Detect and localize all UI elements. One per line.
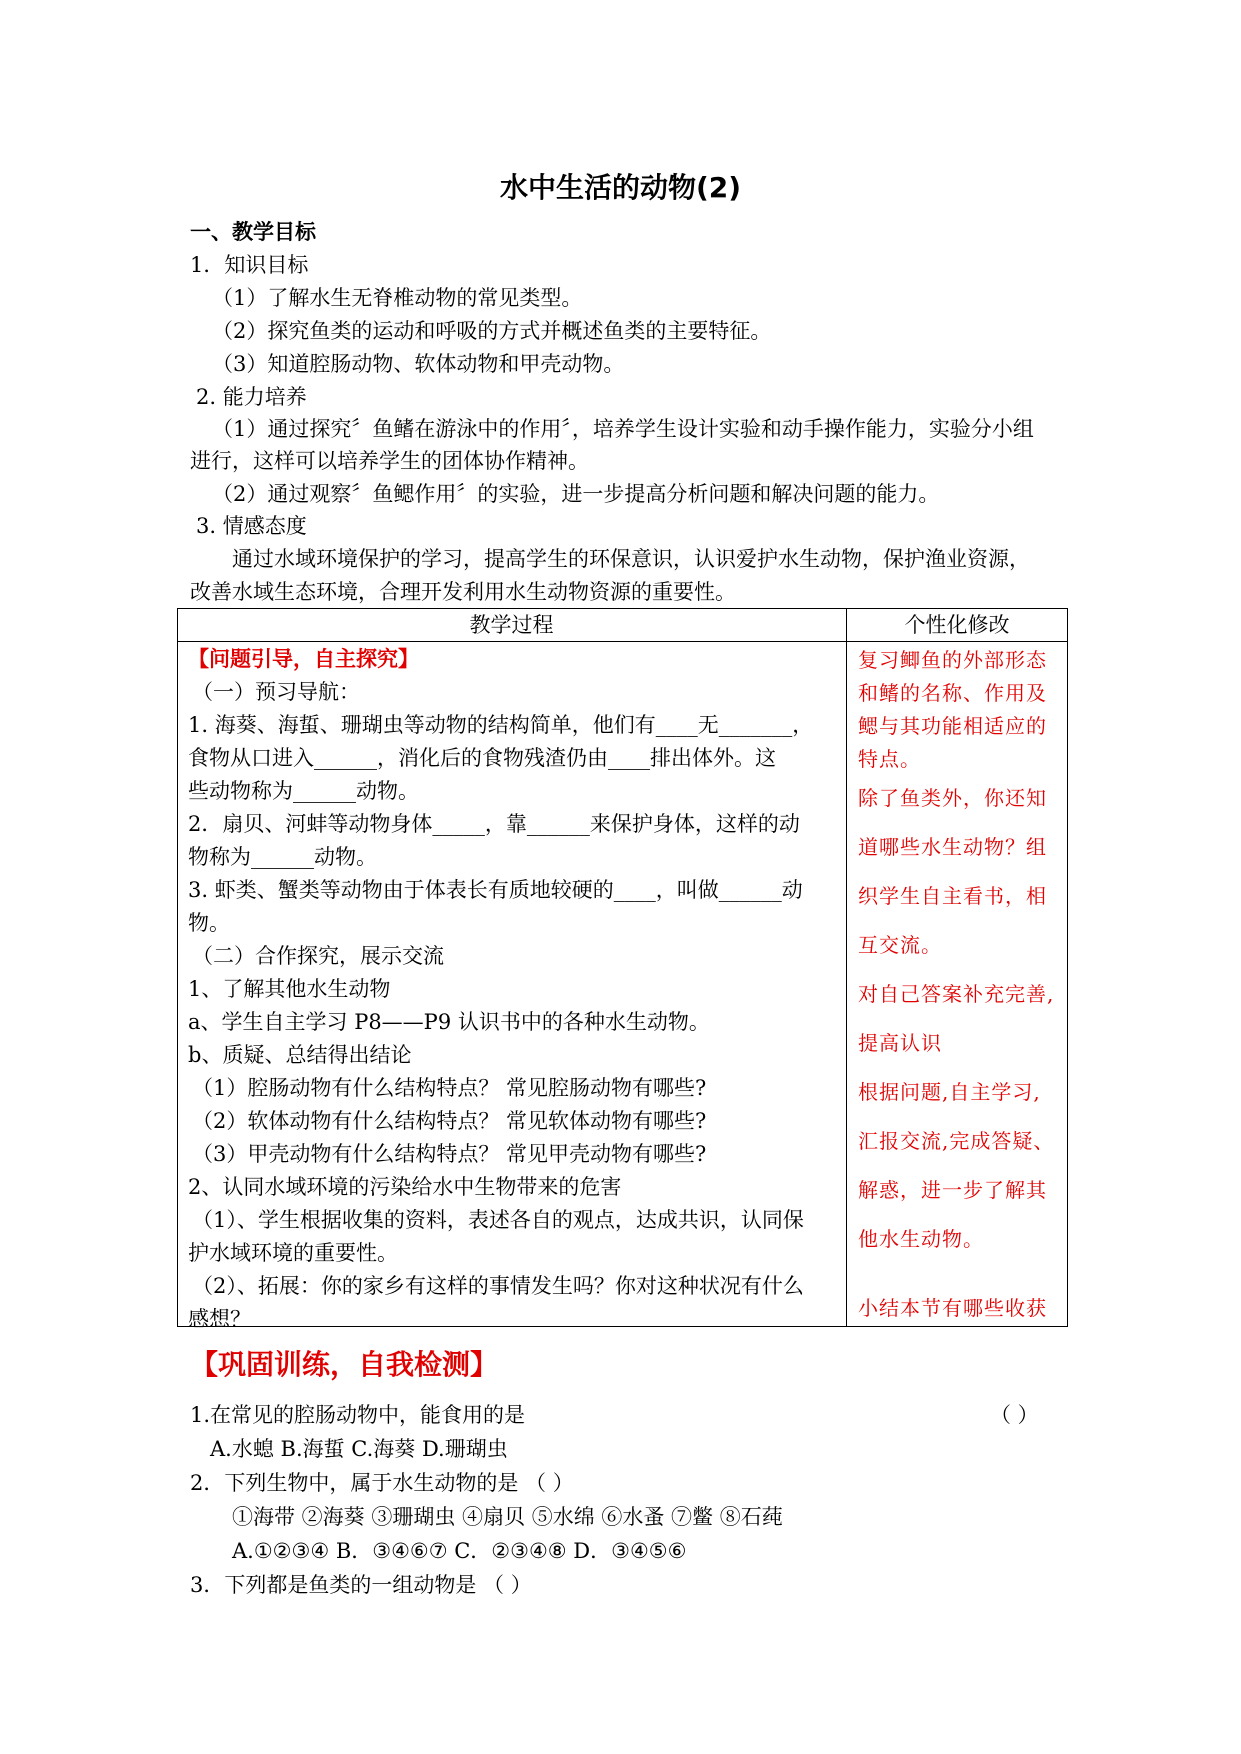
question-1-options: A.水螅 B.海蜇 C.海葵 D.珊瑚虫 — [210, 1437, 508, 1461]
page-title: 水中生活的动物(2) — [499, 171, 742, 204]
side-note: 根据问题,自主学习, — [858, 1080, 1041, 1104]
question-2-options: A.①②③④ B．③④⑥⑦ C．②③④⑧ D．③④⑤⑥ — [232, 1539, 687, 1563]
table-line: （二）合作探究，展示交流 — [192, 944, 444, 968]
table-line: b、质疑、总结得出结论 — [188, 1043, 412, 1067]
table-line: 护水域环境的重要性。 — [188, 1241, 398, 1265]
table-line: 1、了解其他水生动物 — [188, 977, 391, 1001]
col-header-process: 教学过程 — [469, 613, 554, 637]
table-line: （1）、学生根据收集的资料，表述各自的观点，达成共识，认同保 — [192, 1208, 804, 1232]
section-heading: 【问题引导，自主探究】 — [188, 647, 419, 671]
side-note: 他水生动物。 — [858, 1227, 984, 1251]
side-note: 互交流。 — [858, 933, 942, 957]
table-line: （2）软体动物有什么结构特点？ 常见软体动物有哪些? — [192, 1109, 707, 1133]
emotion-label: 3. 情感态度 — [196, 514, 307, 538]
knowledge-item: （3）知道腔肠动物、软体动物和甲壳动物。 — [212, 352, 625, 376]
emotion-line: 通过水域环境保护的学习，提高学生的环保意识，认识爱护水生动物，保护渔业资源， — [232, 547, 1030, 571]
goals-heading: 一、教学目标 — [190, 220, 316, 244]
question-1-bracket: （ ） — [990, 1403, 1039, 1427]
knowledge-label: 1．知识目标 — [190, 253, 309, 277]
question-2-items: ①海带 ②海葵 ③珊瑚虫 ④扇贝 ⑤水绵 ⑥水蚤 ⑦鳖 ⑧石莼 — [232, 1505, 783, 1529]
table-column-divider — [846, 608, 847, 1327]
side-note: 特点。 — [858, 747, 921, 771]
ability-line: （2）通过观察〞鱼鳃作用〞的实验，进一步提高分析问题和解决问题的能力。 — [212, 482, 940, 506]
side-note: 鳃与其功能相适应的 — [858, 714, 1047, 738]
side-note: 复习鲫鱼的外部形态 — [858, 648, 1047, 672]
ability-line: 进行，这样可以培养学生的团体协作精神。 — [190, 449, 589, 473]
table-header-divider — [177, 641, 1068, 642]
side-note: 和鳍的名称、作用及 — [858, 681, 1047, 705]
side-note: 小结本节有哪些收获 — [858, 1296, 1047, 1320]
table-line: 1. 海葵、海蜇、珊瑚虫等动物的结构简单，他们有____无_______， — [188, 713, 814, 737]
side-note: 道哪些水生动物？组 — [858, 835, 1047, 859]
question-3: 3．下列都是鱼类的一组动物是 （ ） — [190, 1573, 532, 1597]
question-2: 2．下列生物中，属于水生动物的是 （ ） — [190, 1471, 574, 1495]
table-line: 2、认同水域环境的污染给水中生物带来的危害 — [188, 1175, 622, 1199]
side-note: 织学生自主看书，相 — [858, 884, 1047, 908]
knowledge-item: （2）探究鱼类的运动和呼吸的方式并概述鱼类的主要特征。 — [212, 319, 772, 343]
ability-line: （1）通过探究〞鱼鳍在游泳中的作用〞，培养学生设计实验和动手操作能力，实验分小组 — [212, 417, 1034, 441]
side-note: 除了鱼类外，你还知 — [858, 786, 1047, 810]
knowledge-item: （1）了解水生无脊椎动物的常见类型。 — [212, 286, 583, 310]
table-line: 3. 虾类、蟹类等动物由于体表长有质地较硬的____，叫做______动 — [188, 878, 803, 902]
side-note: 汇报交流,完成答疑、 — [858, 1129, 1055, 1153]
table-line: a、学生自主学习 P8——P9 认识书中的各种水生动物。 — [188, 1010, 710, 1034]
table-line: 食物从口进入______，消化后的食物残渣仍由____排出体外。这 — [188, 746, 776, 770]
table-line: （1）腔肠动物有什么结构特点？ 常见腔肠动物有哪些? — [192, 1076, 707, 1100]
table-line: 物称为______动物。 — [188, 845, 377, 869]
side-note: 对自己答案补充完善, — [858, 982, 1055, 1006]
table-line: 些动物称为______动物。 — [188, 779, 419, 803]
table-line: （2）、拓展：你的家乡有这样的事情发生吗？你对这种状况有什么 — [192, 1274, 804, 1298]
question-1: 1.在常见的腔肠动物中，能食用的是 — [190, 1403, 526, 1427]
table-line: （3）甲壳动物有什么结构特点？ 常见甲壳动物有哪些? — [192, 1142, 707, 1166]
side-note: 解惑，进一步了解其 — [858, 1178, 1047, 1202]
table-line: 物。 — [188, 911, 230, 935]
practice-heading: 【巩固训练，自我检测】 — [190, 1348, 499, 1381]
table-line: （一）预习导航： — [192, 680, 360, 704]
emotion-line: 改善水域生态环境，合理开发利用水生动物资源的重要性。 — [190, 580, 736, 604]
col-header-modify: 个性化修改 — [904, 613, 1010, 637]
table-line: 感想？ — [188, 1307, 251, 1331]
table-line: 2．扇贝、河蚌等动物身体_____，靠______来保护身体，这样的动 — [188, 812, 800, 836]
side-note: 提高认识 — [858, 1031, 942, 1055]
ability-label: 2. 能力培养 — [196, 385, 307, 409]
